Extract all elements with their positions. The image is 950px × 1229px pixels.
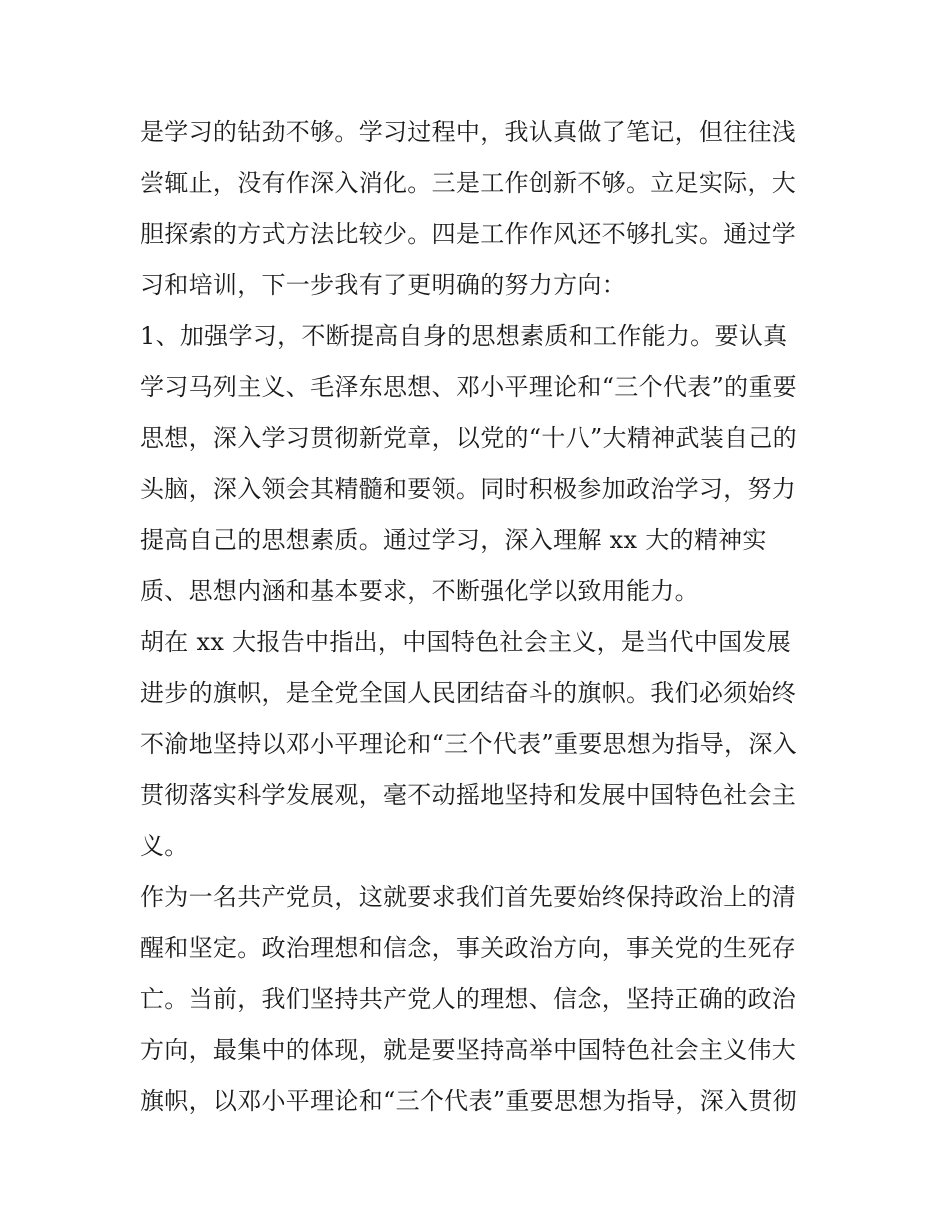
text-line: 亡。当前，我们坚持共产党人的理想、信念，坚持正确的政治	[140, 985, 797, 1013]
text-line: 思想，深入学习贯彻新党章，以党的“十八”大精神武装自己的	[140, 424, 797, 452]
text-line: 不渝地坚持以邓小平理论和“三个代表”重要思想为指导，深入	[140, 730, 797, 758]
text-line: 贯彻落实科学发展观，毫不动摇地坚持和发展中国特色社会主	[140, 781, 797, 809]
text-line: 质、思想内涵和基本要求，不断强化学以致用能力。	[140, 577, 699, 605]
text-line: 作为一名共产党员，这就要求我们首先要始终保持政治上的清	[140, 883, 797, 911]
text-line: 尝辄止，没有作深入消化。三是工作创新不够。立足实际，大	[140, 169, 797, 197]
text-line: 头脑，深入领会其精髓和要领。同时积极参加政治学习，努力	[140, 475, 797, 503]
text-line: 义。	[140, 832, 189, 860]
text-line: 旗帜，以邓小平理论和“三个代表”重要思想为指导，深入贯彻	[140, 1087, 797, 1115]
body-text	[140, 107, 830, 1127]
text-line: 学习马列主义、毛泽东思想、邓小平理论和“三个代表”的重要	[140, 373, 797, 401]
text-line: 进步的旗帜，是全党全国人民团结奋斗的旗帜。我们必须始终	[140, 679, 797, 707]
text-line: 胡在 xx 大报告中指出，中国特色社会主义，是当代中国发展	[140, 628, 792, 656]
text-line: 醒和坚定。政治理想和信念，事关政治方向，事关党的生死存	[140, 934, 797, 962]
text-line: 是学习的钻劲不够。学习过程中，我认真做了笔记，但往往浅	[140, 118, 797, 146]
text-line: 方向，最集中的体现，就是要坚持高举中国特色社会主义伟大	[140, 1036, 797, 1064]
text-line: 提高自己的思想素质。通过学习，深入理解 xx 大的精神实	[140, 526, 767, 554]
text-line: 1、加强学习，不断提高自身的思想素质和工作能力。要认真	[140, 322, 788, 350]
text-line: 习和培训，下一步我有了更明确的努力方向：	[140, 271, 626, 299]
text-line: 胆探索的方式方法比较少。四是工作作风还不够扎实。通过学	[140, 220, 797, 248]
